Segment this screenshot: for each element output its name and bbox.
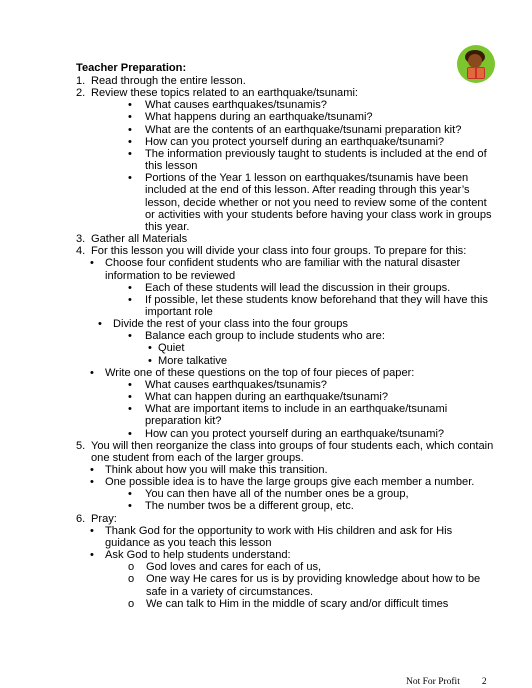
list-marker: 3. [76, 233, 86, 246]
list-item [76, 549, 496, 561]
footer-label: Not For Profit [406, 677, 460, 687]
list-item-text: Choose four confident students who are familiar with the natural disaster information to be reviewed [105, 257, 461, 282]
list-item [76, 428, 496, 440]
page-footer [406, 677, 487, 688]
list-item [76, 111, 496, 123]
list-item [76, 342, 496, 354]
list-item-text: How can you protect yourself during an earthquake/tsunami? [145, 427, 445, 440]
list-item [76, 488, 496, 500]
list-item-text: Pray: [91, 512, 117, 525]
list-item-text: If possible, let these students know beforehand that they will have this important role [145, 293, 488, 318]
list-marker: • [128, 123, 132, 136]
list-marker: • [128, 111, 132, 124]
list-item-text: Quiet [158, 342, 185, 355]
list-item-text: Each of these students will lead the discussion in their groups. [145, 281, 451, 294]
list-item-text: You will then reorganize the class into groups of four students each, which contain one student from each of the larger groups. [91, 439, 494, 464]
list-item-text: Divide the rest of your class into the four groups [113, 318, 348, 331]
list-item-text: More talkative [158, 354, 228, 367]
list-item-text: One possible idea is to have the large groups give each member a number. [105, 476, 475, 489]
list-item-text: Portions of the Year 1 lesson on earthquakes/tsunamis have been included at the end of this lesson. After reading through this year’s lesson, decide whether or not you need to review some of the content or activities with your students before having your class work in groups this year. [145, 172, 492, 233]
list-item [76, 318, 496, 330]
list-item-text: Ask God to help students understand: [105, 549, 291, 562]
list-marker: • [128, 391, 132, 404]
list-marker: • [128, 172, 132, 185]
list-marker: 2. [76, 87, 86, 100]
list-marker: 1. [76, 75, 86, 87]
list-item-text: God loves and cares for each of us, [146, 561, 322, 574]
list-item [76, 391, 496, 403]
list-marker: • [90, 366, 94, 379]
list-marker: • [90, 549, 94, 562]
list-item [76, 87, 496, 99]
list-item [76, 367, 496, 379]
list-item [76, 148, 496, 172]
list-marker: 5. [76, 439, 86, 452]
list-item-text: What are the contents of an earthquake/tsunami preparation kit? [145, 123, 462, 136]
list-item [76, 403, 496, 427]
list-item [76, 294, 496, 318]
list-marker: • [128, 99, 132, 112]
list-marker: • [98, 318, 102, 331]
list-marker: 6. [76, 512, 86, 525]
list-item-text: Thank God for the opportunity to work with His children and ask for His guidance as you teach this lesson [105, 524, 453, 549]
list-item-text: The number twos be a different group, etc. [145, 500, 354, 513]
list-item [76, 99, 496, 111]
list-marker: • [128, 293, 132, 306]
list-marker: • [128, 403, 132, 416]
list-marker: • [90, 476, 94, 489]
list-marker: • [148, 354, 152, 367]
list-marker: • [128, 427, 132, 440]
list-item [76, 379, 496, 391]
list-marker: • [128, 135, 132, 148]
list-marker: o [128, 561, 135, 574]
list-marker: o [128, 597, 135, 610]
list-item-text: One way He cares for us is by providing knowledge about how to be safe in a variety of circumstances. [146, 573, 481, 598]
list-item-text: What causes earthquakes/tsunamis? [145, 99, 327, 112]
list-item-text: What causes earthquakes/tsunamis? [145, 378, 327, 391]
list-item-text: Write one of these questions on the top of four pieces of paper: [105, 366, 415, 379]
page-number: 2 [481, 677, 487, 687]
list-item-text: Balance each group to include students who are: [145, 330, 385, 343]
list-marker: • [90, 524, 94, 537]
list-item-text: What are important items to include in an earthquake/tsunami preparation kit? [145, 403, 448, 428]
list-marker: o [128, 573, 135, 586]
list-item [76, 573, 496, 597]
list-marker: • [128, 147, 132, 160]
list-item [76, 330, 496, 342]
preparation-list [76, 75, 496, 610]
list-marker: • [128, 330, 132, 343]
list-marker: • [90, 464, 94, 476]
list-item [76, 124, 496, 136]
list-item-text: The information previously taught to students is included at the end of this lesson [145, 147, 487, 173]
list-item-text: What can happen during an earthquake/tsunami? [145, 391, 388, 404]
list-item-text: Read through the entire lesson. [91, 75, 246, 87]
list-item [76, 440, 496, 464]
list-item [76, 598, 496, 610]
list-item-text: Gather all Materials [91, 233, 188, 246]
list-item [76, 282, 496, 294]
list-item [76, 513, 496, 525]
list-item-text: You can then have all of the number ones be a group, [145, 488, 409, 501]
list-item [76, 500, 496, 512]
list-marker: • [148, 342, 152, 355]
list-item [76, 476, 496, 488]
list-marker: • [128, 500, 132, 513]
list-item [76, 172, 496, 233]
list-item [76, 136, 496, 148]
list-item [76, 464, 496, 476]
list-item-text: We can talk to Him in the middle of scary and/or difficult times [146, 597, 449, 610]
list-item [76, 257, 496, 281]
reading-child-icon [456, 44, 496, 84]
list-marker: • [128, 378, 132, 391]
list-item [76, 75, 496, 87]
list-item [76, 233, 496, 245]
list-item-text: How can you protect yourself during an earthquake/tsunami? [145, 135, 445, 148]
list-item-text: Think about how you will make this transition. [105, 464, 328, 476]
list-item-text: For this lesson you will divide your class into four groups. To prepare for this: [91, 245, 467, 258]
list-item [76, 355, 496, 367]
list-marker: • [90, 257, 94, 270]
list-item-text: What happens during an earthquake/tsunami? [145, 111, 373, 124]
list-item-text: Review these topics related to an earthquake/tsunami: [91, 87, 359, 100]
list-item [76, 245, 496, 257]
list-marker: • [128, 488, 132, 501]
list-item [76, 525, 496, 549]
list-marker: 4. [76, 245, 86, 258]
list-item [76, 561, 496, 573]
list-marker: • [128, 281, 132, 294]
section-heading: Teacher Preparation: [76, 62, 187, 74]
